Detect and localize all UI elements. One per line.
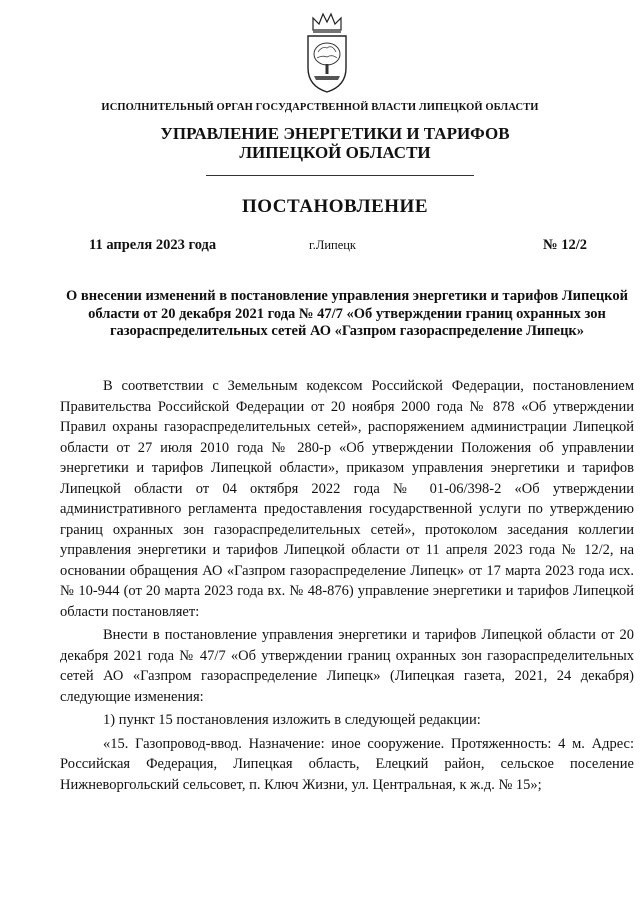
paragraph-preamble: В соответствии с Земельным кодексом Российской Федерации, постановлением Правительства Российской Федерации от 20 ноября 2000 года № 878 «Об утверждении Правил охраны газораспределительных сетей», распоряжением администрации Липецкой области от 27 июля 2010 года № 280-р «Об утверждении Положения об управлении энергетики и тарифов Липецкой области», приказом управления энергетики и тарифов Липецкой области от 04 октября 2022 года № 01-06/398-2 «Об утверждении административного регламента предоставления государственной услуги по утверждению границ охранных зон газораспределительных сетей», протоколом заседания коллегии управления энергетики и тарифов Липецкой области от 11 апреля 2023 года № 12/2, на основании обращения АО «Газпром газораспределение Липецк» от 17 марта 2023 года исх. № 10-944 (от 20 марта 2023 года вх. № 48-876) управление энергетики и тарифов Липецкой области постановляет: bbox=[60, 378, 634, 620]
document-body bbox=[60, 376, 634, 798]
authority-name: ИСПОЛНИТЕЛЬНЫЙ ОРГАН ГОСУДАРСТВЕННОЙ ВЛАСТИ ЛИПЕЦКОЙ ОБЛАСТИ bbox=[101, 102, 539, 113]
document-number: № 12/2 bbox=[543, 237, 587, 253]
department-line-2: ЛИПЕЦКОЙ ОБЛАСТИ bbox=[239, 143, 431, 162]
department-line-1: УПРАВЛЕНИЕ ЭНЕРГЕТИКИ И ТАРИФОВ bbox=[160, 124, 510, 143]
department-name bbox=[0, 124, 640, 162]
document-date: 11 апреля 2023 года bbox=[89, 237, 217, 253]
paragraph-item-15-text: «15. Газопровод-ввод. Назначение: иное сооружение. Протяженность: 4 м. Адрес: Российская Федерация, Липецкая область, Елецкий район, сельское поселение Нижневоргольский сельсовет, п. Ключ Жизни, ул. Центральная, к ж.д. № 15»; bbox=[60, 735, 634, 793]
document-title: О внесении изменений в постановление управления энергетики и тарифов Липецкой области от 20 декабря 2021 года № 47/7 «Об утверждении границ охранных зон газораспределительных сетей АО «Газпром газораспределение Липецк» bbox=[66, 288, 628, 339]
header-divider bbox=[206, 175, 474, 176]
coat-of-arms-icon bbox=[304, 10, 350, 96]
paragraph-resolution: Внести в постановление управления энергетики и тарифов Липецкой области от 20 декабря 2021 года № 47/7 «Об утверждении границ охранных зон газораспределительных сетей АО «Газпром газораспределение Липецк» (Липецкая газета, 2021, 24 декабря) следующие изменения: bbox=[60, 627, 634, 705]
document-city: г.Липецк bbox=[309, 238, 357, 252]
paragraph-item-1: 1) пункт 15 постановления изложить в следующей редакции: bbox=[103, 712, 481, 728]
document-type: ПОСТАНОВЛЕНИЕ bbox=[241, 196, 429, 217]
